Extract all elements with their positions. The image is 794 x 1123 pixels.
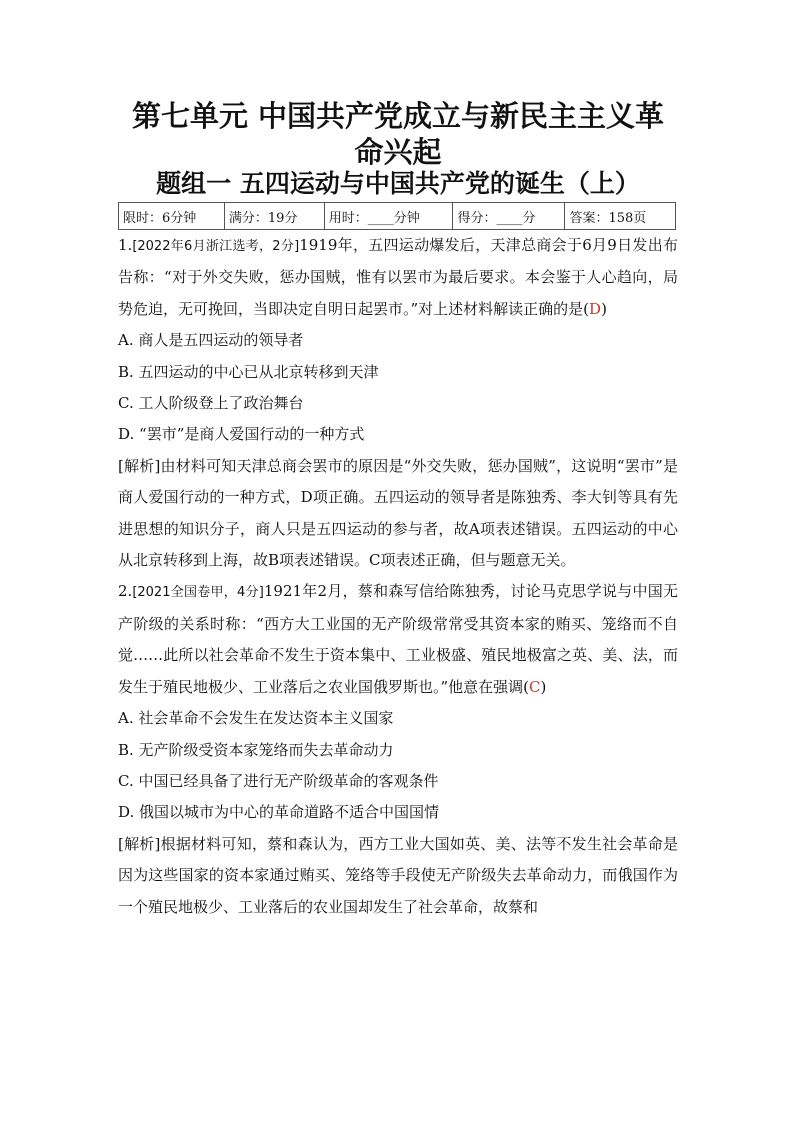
info-table (118, 202, 676, 230)
option-a: A. 社会革命不会发生在发达资本主义国家 (118, 709, 394, 728)
question-source: [2022年6月浙江选考，2分] (132, 239, 300, 254)
question-text-end: ) (601, 299, 607, 318)
answer-letter: D (589, 299, 602, 318)
time-limit-cell: 限时：6分钟 (119, 203, 225, 230)
option-b: B. 五四运动的中心已从北京转移到天津 (118, 362, 379, 381)
full-score-cell: 满分：19分 (224, 203, 324, 230)
question-number: 1. (118, 236, 133, 254)
option-c: C. 工人阶级登上了政治舞台 (118, 394, 304, 413)
question-1-stem (118, 230, 678, 325)
question-2-stem (118, 576, 678, 703)
time-used-cell: 用时：____分钟 (324, 203, 453, 230)
score-cell: 得分：____分 (453, 203, 565, 230)
question-text: 1921年2月，蔡和森写信给陈独秀，讨论马克思学说与中国无产阶级的关系时称：“西方大工业国的无产阶级常常受其资本家的贿买、笼络而不自觉……此所以社会革命不发生于资本集中、工业极盛、殖民地极富之英、美、法，而发生于殖民地极少、工业落后之农业国俄罗斯也。”他意在强调( (118, 582, 678, 696)
question-body (118, 230, 678, 923)
unit-title: 第七单元 中国共产党成立与新民主主义革命兴起 (131, 99, 665, 169)
question-text: 1919年，五四运动爆发后，天津总商会于6月9日发出布告称：“对于外交失败，惩办国贼，惟有以罢市为最后要求。本会鉴于人心趋向，局势危迫，无可挽回，当即决定自明日起罢市。”对上述材料解读正确的是( (118, 236, 678, 318)
option-d: D. “罢市”是商人爱国行动的一种方式 (118, 425, 365, 444)
question-1-analysis: [解析]由材料可知天津总商会罢市的原因是“外交失败，惩办国贼”，这说明“罢市”是商人爱国行动的一种方式，D项正确。五四运动的领导者是陈独秀、李大钊等具有先进思想的知识分子，商人只是五四运动的参与者，故A项表述错误。五四运动的中心从北京转移到上海，故B项表述错误。C项表述正确，但与题意无关。 (118, 456, 678, 570)
question-text-end: ) (540, 677, 547, 696)
option-c: C. 中国已经具备了进行无产阶级革命的客观条件 (118, 771, 439, 790)
group-title: 题组一 五四运动与中国共产党的诞生（上） (156, 169, 640, 198)
answer-page-cell: 答案：158页 (565, 203, 676, 230)
option-a: A. 商人是五四运动的领导者 (118, 331, 304, 350)
question-2-analysis: [解析]根据材料可知，蔡和森认为，西方工业大国如英、美、法等不发生社会革命是因为这些国家的资本家通过贿买、笼络等手段使无产阶级失去革命动力，而俄国作为一个殖民地极少、工业落后的农业国却发生了社会革命，故蔡和 (118, 834, 678, 916)
option-d: D. 俄国以城市为中心的革命道路不适合中国国情 (118, 803, 440, 822)
answer-letter: C (529, 677, 541, 696)
option-b: B. 无产阶级受资本家笼络而失去革命动力 (118, 740, 394, 759)
question-number: 2. (118, 582, 133, 601)
question-source: [2021全国卷甲，4分] (132, 585, 264, 601)
